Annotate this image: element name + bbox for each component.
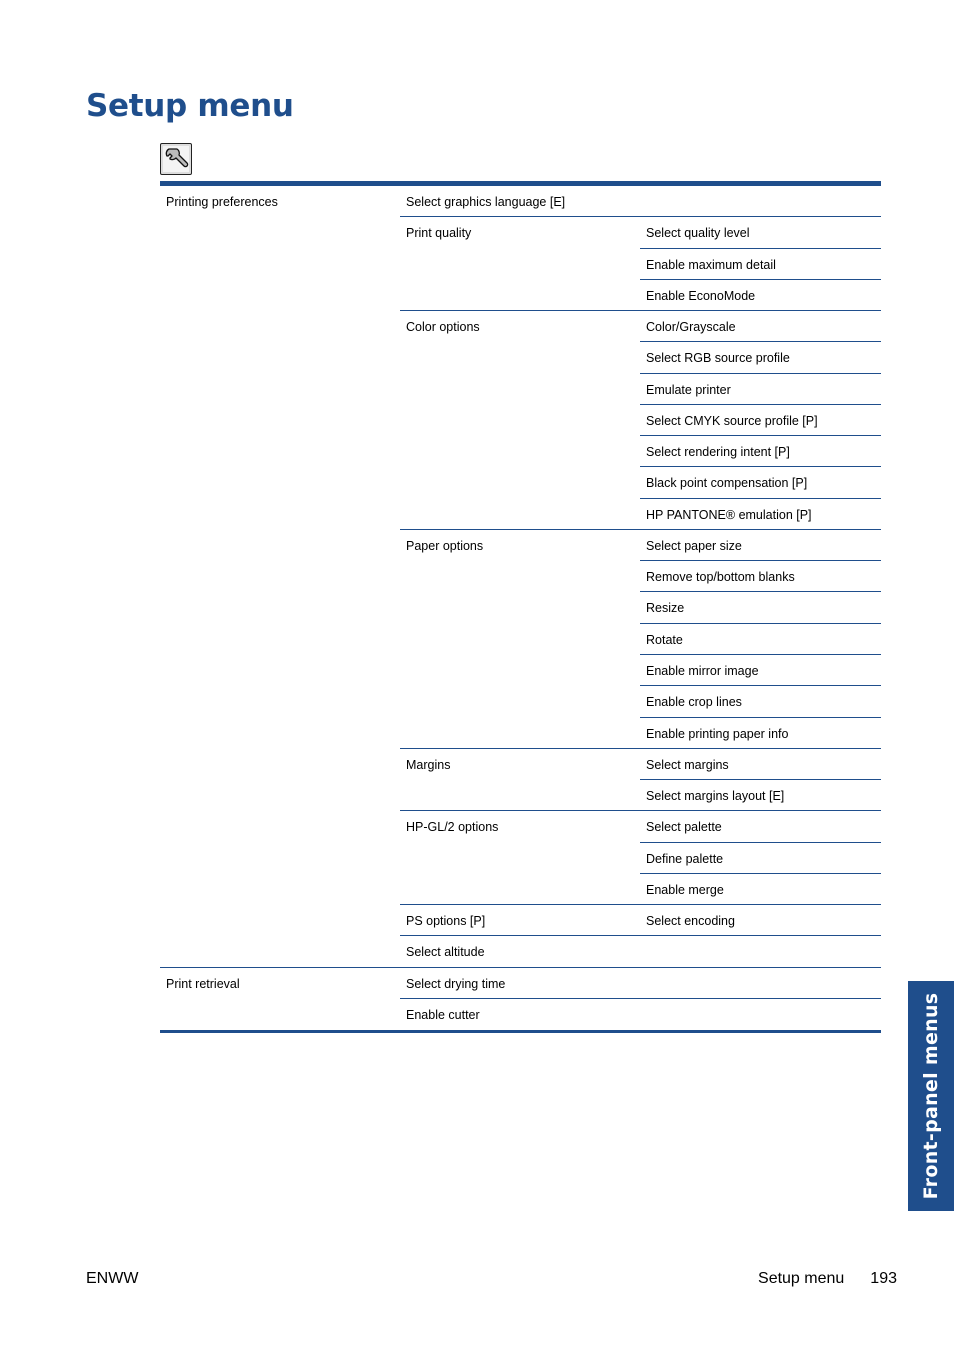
table-cell-c3: Enable merge bbox=[646, 882, 724, 897]
table-cell-c2 bbox=[400, 655, 640, 686]
table-cell-c3: Select quality level bbox=[646, 226, 750, 241]
footer-left: ENWW bbox=[86, 1270, 139, 1287]
table-row bbox=[160, 467, 881, 498]
table-cell-c2: Margins bbox=[406, 757, 451, 772]
table-cell-c2 bbox=[400, 467, 640, 498]
table-row bbox=[160, 374, 881, 405]
table-row bbox=[160, 561, 881, 592]
table-cell-c3: Color/Grayscale bbox=[646, 320, 736, 335]
table-cell-c3: Resize bbox=[646, 601, 685, 616]
table-cell-c3: Select margins layout [E] bbox=[646, 789, 785, 804]
table-row bbox=[160, 968, 881, 999]
table-cell-c1: Print retrieval bbox=[166, 976, 240, 991]
table-row bbox=[160, 499, 881, 530]
table-row bbox=[160, 936, 881, 967]
table-cell-c2 bbox=[400, 592, 640, 623]
table-cell-c2 bbox=[400, 405, 640, 436]
table-cell-c1 bbox=[160, 374, 400, 405]
page-number: 193 bbox=[870, 1270, 897, 1287]
table-row bbox=[160, 655, 881, 686]
table-row bbox=[160, 624, 881, 655]
table-row bbox=[160, 843, 881, 874]
table-cell-c2 bbox=[400, 499, 640, 530]
table-cell-c2 bbox=[400, 718, 640, 749]
table-cell-c2: Paper options bbox=[406, 538, 484, 553]
table-cell-c1 bbox=[160, 874, 400, 905]
page-title: Setup menu bbox=[86, 88, 294, 124]
table-row bbox=[160, 186, 881, 217]
table-cell-c2: Select altitude bbox=[406, 945, 485, 960]
table-cell-c1 bbox=[160, 811, 400, 842]
side-tab-label: Front-panel menus bbox=[920, 992, 942, 1200]
table-row bbox=[160, 280, 881, 311]
table-cell-c1 bbox=[160, 905, 400, 936]
table-cell-c1 bbox=[160, 686, 400, 717]
table-cell-c3: Enable crop lines bbox=[646, 695, 742, 710]
table-cell-c1 bbox=[160, 624, 400, 655]
table-cell-c3: Select rendering intent [P] bbox=[646, 445, 790, 460]
table-cell-c2: Enable cutter bbox=[406, 1007, 480, 1022]
wrench-icon bbox=[160, 143, 192, 175]
table-cell-c2 bbox=[400, 561, 640, 592]
table-cell-c1 bbox=[160, 592, 400, 623]
table-cell-c3: Enable maximum detail bbox=[646, 257, 776, 272]
table-row bbox=[160, 592, 881, 623]
table-cell-c2 bbox=[400, 780, 640, 811]
table-cell-c3 bbox=[640, 968, 881, 999]
table-cell-c3: Select palette bbox=[646, 820, 722, 835]
table-cell-c2: Color options bbox=[406, 320, 480, 335]
table-row bbox=[160, 718, 881, 749]
table-cell-c2: PS options [P] bbox=[406, 914, 486, 929]
table-row bbox=[160, 217, 881, 248]
table-cell-c1: Printing preferences bbox=[166, 195, 278, 209]
table-cell-c1 bbox=[160, 249, 400, 280]
table-row bbox=[160, 905, 881, 936]
table-cell-c1 bbox=[160, 999, 400, 1030]
table-row bbox=[160, 249, 881, 280]
table-cell-c1 bbox=[160, 405, 400, 436]
table-cell-c1 bbox=[160, 311, 400, 342]
table-cell-c1 bbox=[160, 561, 400, 592]
table-cell-c1 bbox=[160, 342, 400, 373]
table-cell-c1 bbox=[160, 749, 400, 780]
table-row bbox=[160, 780, 881, 811]
table-cell-c3: Enable mirror image bbox=[646, 663, 759, 678]
table-cell-c1 bbox=[160, 280, 400, 311]
table-row bbox=[160, 342, 881, 373]
table-cell-c1 bbox=[160, 936, 400, 967]
table-cell-c3: Enable printing paper info bbox=[646, 726, 789, 741]
table-cell-c2 bbox=[400, 686, 640, 717]
table-cell-c1 bbox=[160, 843, 400, 874]
table-cell-c3: Black point compensation [P] bbox=[646, 476, 808, 491]
table-row bbox=[160, 999, 881, 1030]
table-row bbox=[160, 811, 881, 842]
table-cell-c2 bbox=[400, 280, 640, 311]
table-cell-c3 bbox=[640, 186, 881, 217]
table-cell-c1 bbox=[160, 499, 400, 530]
table-row bbox=[160, 686, 881, 717]
table-cell-c1 bbox=[160, 530, 400, 561]
table-cell-c2 bbox=[400, 843, 640, 874]
table-cell-c3 bbox=[640, 999, 881, 1030]
table-row bbox=[160, 436, 881, 467]
table-row bbox=[160, 530, 881, 561]
table-cell-c1 bbox=[160, 467, 400, 498]
table-row bbox=[160, 311, 881, 342]
table-cell-c2 bbox=[400, 874, 640, 905]
section-side-tab bbox=[908, 981, 954, 1211]
table-cell-c2: HP-GL/2 options bbox=[406, 820, 499, 835]
table-cell-c2 bbox=[400, 342, 640, 373]
table-cell-c2: Select graphics language [E] bbox=[406, 195, 566, 209]
table-cell-c1 bbox=[160, 718, 400, 749]
table-cell-c2 bbox=[400, 624, 640, 655]
table-cell-c1 bbox=[160, 217, 400, 248]
table-cell-c2 bbox=[400, 436, 640, 467]
table-cell-c1 bbox=[160, 436, 400, 467]
table-cell-c3: Select encoding bbox=[646, 914, 735, 929]
table-cell-c3: Emulate printer bbox=[646, 382, 731, 397]
table-cell-c1 bbox=[160, 655, 400, 686]
footer-right bbox=[758, 1270, 897, 1288]
footer-section: Setup menu bbox=[758, 1270, 845, 1287]
table-cell-c2: Select drying time bbox=[406, 976, 506, 991]
table-cell-c3: Select margins bbox=[646, 757, 729, 772]
table-cell-c2: Print quality bbox=[406, 226, 472, 241]
table-row bbox=[160, 874, 881, 905]
table-cell-c2 bbox=[400, 249, 640, 280]
table-cell-c3: Rotate bbox=[646, 632, 683, 647]
table-cell-c3: Select paper size bbox=[646, 538, 742, 553]
table-cell-c1 bbox=[160, 780, 400, 811]
table-cell-c2 bbox=[400, 374, 640, 405]
table-cell-c3 bbox=[640, 936, 881, 967]
table-cell-c3: Remove top/bottom blanks bbox=[646, 570, 795, 585]
table-cell-c3: Select RGB source profile bbox=[646, 351, 790, 366]
setup-menu-table bbox=[160, 181, 881, 1033]
table-cell-c3: Define palette bbox=[646, 851, 724, 866]
table-cell-c3: Enable EconoMode bbox=[646, 288, 756, 303]
table-row bbox=[160, 405, 881, 436]
table-cell-c3: Select CMYK source profile [P] bbox=[646, 413, 818, 428]
table-cell-c3: HP PANTONE® emulation [P] bbox=[646, 507, 812, 522]
table-row bbox=[160, 749, 881, 780]
